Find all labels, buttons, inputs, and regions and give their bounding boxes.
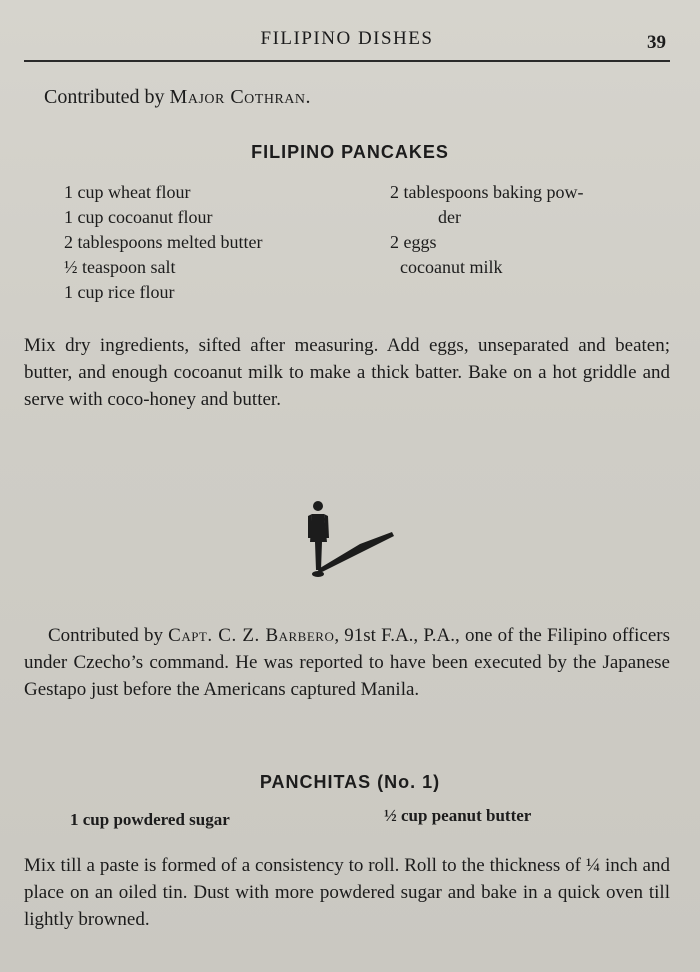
contrib-prefix: Contributed by [48,625,163,646]
contributor-name: Major Cothran [169,86,306,108]
contributor-name: Capt. C. Z. Barbero [168,625,335,646]
ingredients-left [64,180,262,305]
ingredient: 2 tablespoons baking pow- [390,182,584,202]
ingredient: ½ cup peanut butter [384,806,532,825]
contrib-suffix: . [305,86,311,108]
ingredient: 1 cup rice flour [64,282,175,302]
recipe-title-pancakes: FILIPINO PANCAKES [251,142,449,162]
ingredient: ½ teaspoon salt [64,257,176,277]
recipe-title-panchitas: PANCHITAS (No. 1) [259,772,441,792]
standing-man-with-shadow-icon [300,498,400,582]
ingredient-continuation: der [438,207,461,227]
contrib-prefix: Contributed by [44,86,165,108]
contrib-rest: , 91st F.A., P.A., one of the Filipino officers under Czecho’s command. He was reported to have been executed by the Japanese Gestapo just before the Americans captured Manila. [24,625,671,700]
contributor-paragraph-2 [24,622,670,703]
running-header [24,26,670,62]
ingredient: 1 cup wheat flour [64,182,191,202]
page-number: 39 [647,32,666,53]
header-title: FILIPINO DISHES [260,28,434,49]
ingredient: 1 cup cocoanut flour [64,207,213,227]
contributor-line-1 [44,86,311,109]
ingredient: cocoanut milk [400,257,503,277]
pancakes-directions: Mix dry ingredients, sifted after measuring. Add eggs, unseparated and beaten; butter, and enough cocoanut milk to make a thick batter. Bake on a hot griddle and serve with coco-honey and butter. [24,335,670,410]
panchitas-directions: Mix till a paste is formed of a consistency to roll. Roll to the thickness of ¼ inch and place on an oiled tin. Dust with more powdered sugar and bake in a quick oven till lightly browned. [24,855,670,930]
ingredient: 2 tablespoons melted butter [64,232,263,252]
ingredients-right [390,180,583,280]
ingredient: 2 eggs [390,232,437,252]
ingredient: 1 cup powdered sugar [70,810,230,829]
